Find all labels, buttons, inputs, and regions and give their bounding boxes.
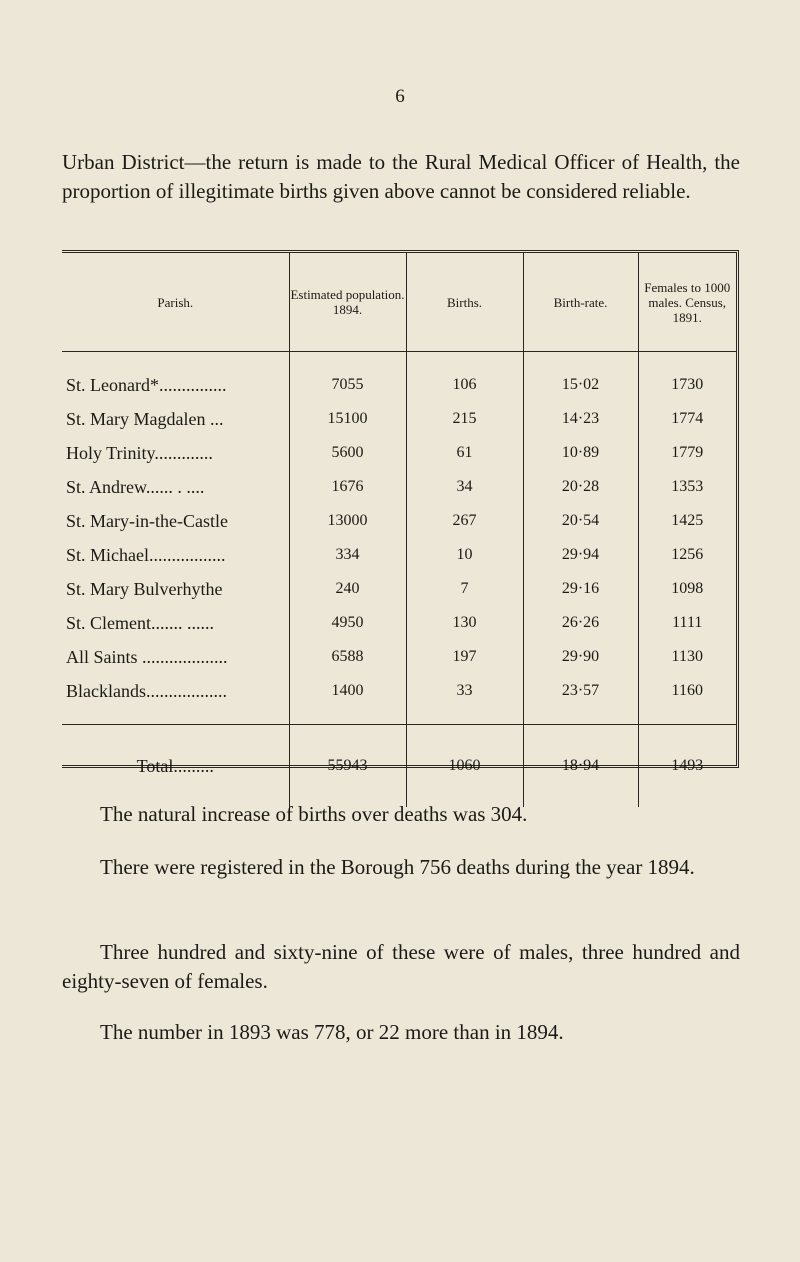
cell-births: 61	[406, 436, 523, 470]
header-birth-rate: Birth-rate.	[523, 253, 638, 352]
cell-rate: 14·23	[523, 402, 638, 436]
cell-rate: 10·89	[523, 436, 638, 470]
table-row	[62, 640, 736, 674]
births-table-frame	[62, 250, 739, 776]
paragraph-deaths-by-sex: Three hundred and sixty-nine of these were of males, three hundred and eighty-seven of females.	[62, 940, 740, 993]
cell-rate: 26·26	[523, 606, 638, 640]
cell-births: 215	[406, 402, 523, 436]
cell-parish: All Saints ...................	[66, 646, 228, 667]
cell-population: 15100	[289, 402, 406, 436]
cell-females: 1353	[638, 470, 736, 504]
cell-rate: 29·94	[523, 538, 638, 572]
cell-population: 5600	[289, 436, 406, 470]
paragraph-deaths-registered: There were registered in the Borough 756 deaths during the year 1894.	[100, 855, 695, 879]
cell-females: 1425	[638, 504, 736, 538]
cell-parish: Holy Trinity.............	[66, 442, 213, 463]
cell-females: 1098	[638, 572, 736, 606]
header-females-ratio: Females to 1000 males. Census, 1891.	[638, 253, 736, 352]
cell-births: 10	[406, 538, 523, 572]
cell-females: 1774	[638, 402, 736, 436]
cell-total-females: 1493	[638, 725, 736, 808]
cell-births: 106	[406, 352, 523, 403]
paragraph-previous-year: The number in 1893 was 778, or 22 more than in 1894.	[100, 1020, 564, 1044]
cell-rate: 20·54	[523, 504, 638, 538]
header-births: Births.	[406, 253, 523, 352]
cell-rate: 29·90	[523, 640, 638, 674]
cell-population: 334	[289, 538, 406, 572]
cell-births: 7	[406, 572, 523, 606]
cell-births: 130	[406, 606, 523, 640]
table-row	[62, 402, 736, 436]
intro-paragraph: Urban District—the return is made to the Rural Medical Officer of Health, the proportion of illegitimate births given above cannot be considered reliable.	[62, 150, 740, 203]
cell-females: 1730	[638, 352, 736, 403]
cell-total-population: 55943	[289, 725, 406, 808]
cell-total-births: 1060	[406, 725, 523, 808]
cell-total-rate: 18·94	[523, 725, 638, 808]
cell-rate: 29·16	[523, 572, 638, 606]
page-number: 6	[395, 86, 405, 107]
cell-rate: 23·57	[523, 674, 638, 725]
cell-population: 7055	[289, 352, 406, 403]
table-row	[62, 572, 736, 606]
cell-population: 4950	[289, 606, 406, 640]
cell-females: 1130	[638, 640, 736, 674]
cell-population: 6588	[289, 640, 406, 674]
cell-population: 1676	[289, 470, 406, 504]
cell-births: 197	[406, 640, 523, 674]
cell-parish: St. Andrew...... . ....	[66, 476, 205, 497]
table-row	[62, 470, 736, 504]
cell-females: 1779	[638, 436, 736, 470]
cell-parish: St. Mary Magdalen ...	[66, 408, 224, 429]
cell-births: 34	[406, 470, 523, 504]
table-row	[62, 674, 736, 725]
cell-females: 1160	[638, 674, 736, 725]
table-header-row	[62, 253, 736, 352]
table-row	[62, 606, 736, 640]
table-row	[62, 504, 736, 538]
cell-births: 33	[406, 674, 523, 725]
cell-rate: 20·28	[523, 470, 638, 504]
table-row	[62, 538, 736, 572]
cell-parish: St. Mary-in-the-Castle	[66, 510, 228, 531]
header-parish: Parish.	[62, 253, 289, 352]
cell-females: 1256	[638, 538, 736, 572]
cell-population: 240	[289, 572, 406, 606]
cell-parish: St. Mary Bulverhythe	[66, 578, 223, 599]
table-row	[62, 436, 736, 470]
births-table	[62, 253, 736, 807]
cell-parish: St. Leonard*...............	[66, 374, 227, 395]
cell-total-label: Total.........	[62, 725, 289, 808]
cell-females: 1111	[638, 606, 736, 640]
cell-parish: Blacklands..................	[66, 680, 227, 701]
cell-births: 267	[406, 504, 523, 538]
cell-population: 1400	[289, 674, 406, 725]
total-row	[62, 725, 736, 808]
cell-population: 13000	[289, 504, 406, 538]
cell-parish: St. Michael.................	[66, 544, 226, 565]
paragraph-natural-increase: The natural increase of births over deaths was 304.	[100, 802, 528, 826]
header-population: Estimated population. 1894.	[289, 253, 406, 352]
cell-rate: 15·02	[523, 352, 638, 403]
table-row	[62, 352, 736, 403]
cell-parish: St. Clement....... ......	[66, 612, 214, 633]
